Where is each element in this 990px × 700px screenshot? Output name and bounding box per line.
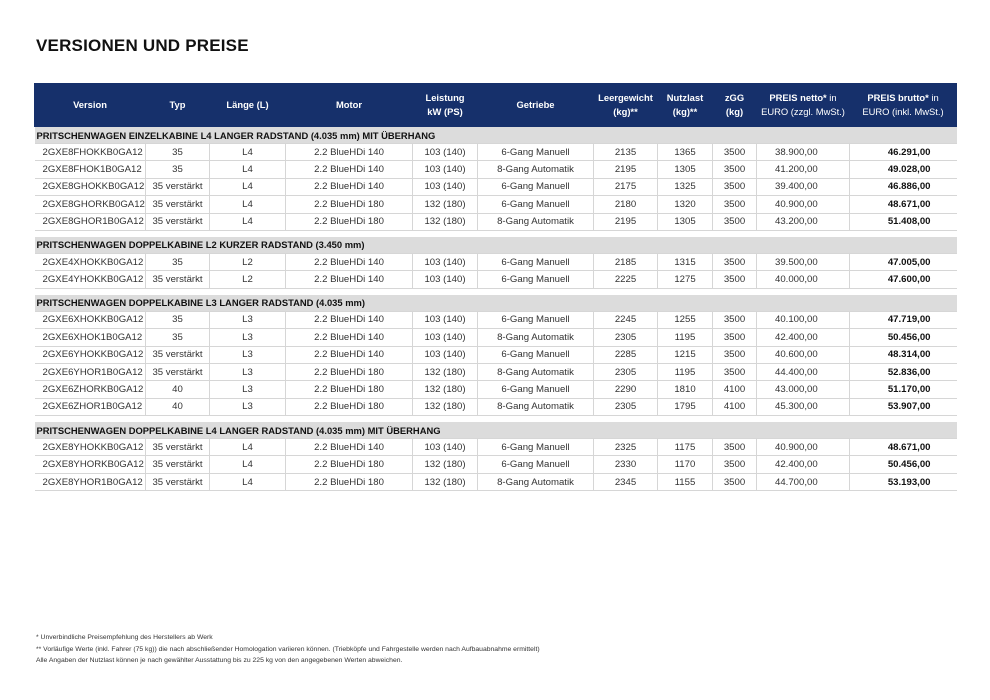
table-header-row (35, 84, 957, 127)
cell-typ: 35 (146, 253, 210, 270)
cell-leergewicht: 2305 (594, 363, 658, 380)
cell-motor: 2.2 BlueHDi 140 (286, 271, 413, 288)
cell-getriebe: 8-Gang Automatik (478, 161, 594, 178)
cell-nutzlast: 1195 (658, 363, 713, 380)
cell-nutzlast: 1810 (658, 381, 713, 398)
cell-laenge: L4 (210, 473, 286, 490)
cell-getriebe: 6-Gang Manuell (478, 346, 594, 363)
cell-leistung: 132 (180) (413, 456, 478, 473)
cell-motor: 2.2 BlueHDi 140 (286, 178, 413, 195)
cell-version: 2GXE8FHOK1B0GA12 (35, 161, 146, 178)
cell-leergewicht: 2195 (594, 161, 658, 178)
section-header (35, 295, 957, 312)
cell-preis-netto: 40.600,00 (757, 346, 850, 363)
cell-zgg: 3500 (713, 196, 757, 213)
cell-leergewicht: 2330 (594, 456, 658, 473)
cell-preis-brutto: 47.005,00 (850, 253, 957, 270)
cell-getriebe: 8-Gang Automatik (478, 329, 594, 346)
table-row (35, 381, 957, 398)
cell-preis-brutto: 50.456,00 (850, 329, 957, 346)
cell-laenge: L2 (210, 253, 286, 270)
cell-leistung: 132 (180) (413, 196, 478, 213)
cell-leergewicht: 2225 (594, 271, 658, 288)
cell-preis-brutto: 51.170,00 (850, 381, 957, 398)
table-row (35, 398, 957, 415)
cell-getriebe: 6-Gang Manuell (478, 381, 594, 398)
cell-leistung: 103 (140) (413, 253, 478, 270)
cell-nutzlast: 1315 (658, 253, 713, 270)
cell-motor: 2.2 BlueHDi 180 (286, 473, 413, 490)
cell-preis-brutto: 51.408,00 (850, 213, 957, 230)
cell-leistung: 103 (140) (413, 329, 478, 346)
cell-preis-netto: 42.400,00 (757, 329, 850, 346)
header-laenge: Länge (L) (210, 84, 286, 127)
table-row (35, 178, 957, 195)
header-preis-netto: PREIS netto* in EURO (zzgl. MwSt.) (757, 84, 850, 127)
cell-typ: 35 (146, 311, 210, 328)
cell-laenge: L3 (210, 346, 286, 363)
cell-getriebe: 6-Gang Manuell (478, 439, 594, 456)
cell-preis-netto: 45.300,00 (757, 398, 850, 415)
cell-version: 2GXE8YHOKKB0GA12 (35, 439, 146, 456)
cell-preis-brutto: 47.719,00 (850, 311, 957, 328)
table-row (35, 161, 957, 178)
table-row (35, 253, 957, 270)
cell-zgg: 4100 (713, 381, 757, 398)
cell-zgg: 3500 (713, 213, 757, 230)
cell-leergewicht: 2290 (594, 381, 658, 398)
cell-leergewicht: 2180 (594, 196, 658, 213)
cell-version: 2GXE4YHOKKB0GA12 (35, 271, 146, 288)
cell-typ: 35 verstärkt (146, 439, 210, 456)
cell-leergewicht: 2175 (594, 178, 658, 195)
cell-preis-brutto: 48.314,00 (850, 346, 957, 363)
cell-preis-brutto: 48.671,00 (850, 196, 957, 213)
cell-motor: 2.2 BlueHDi 140 (286, 311, 413, 328)
cell-preis-netto: 40.900,00 (757, 196, 850, 213)
cell-leergewicht: 2305 (594, 329, 658, 346)
table-body (35, 127, 957, 491)
cell-motor: 2.2 BlueHDi 180 (286, 456, 413, 473)
cell-zgg: 3500 (713, 161, 757, 178)
cell-zgg: 4100 (713, 398, 757, 415)
cell-typ: 35 (146, 144, 210, 161)
cell-leergewicht: 2325 (594, 439, 658, 456)
cell-leistung: 132 (180) (413, 473, 478, 490)
cell-leistung: 132 (180) (413, 363, 478, 380)
cell-typ: 40 (146, 381, 210, 398)
cell-getriebe: 6-Gang Manuell (478, 456, 594, 473)
cell-preis-brutto: 53.907,00 (850, 398, 957, 415)
cell-getriebe: 8-Gang Automatik (478, 473, 594, 490)
cell-motor: 2.2 BlueHDi 140 (286, 144, 413, 161)
cell-preis-netto: 43.000,00 (757, 381, 850, 398)
cell-version: 2GXE6XHOK1B0GA12 (35, 329, 146, 346)
cell-typ: 35 verstärkt (146, 473, 210, 490)
cell-zgg: 3500 (713, 329, 757, 346)
cell-motor: 2.2 BlueHDi 140 (286, 329, 413, 346)
cell-nutzlast: 1255 (658, 311, 713, 328)
table-row (35, 311, 957, 328)
cell-zgg: 3500 (713, 346, 757, 363)
cell-leergewicht: 2305 (594, 398, 658, 415)
header-leergewicht: Leergewicht (kg)** (594, 84, 658, 127)
cell-leistung: 103 (140) (413, 346, 478, 363)
cell-nutzlast: 1795 (658, 398, 713, 415)
cell-leergewicht: 2135 (594, 144, 658, 161)
cell-zgg: 3500 (713, 311, 757, 328)
cell-motor: 2.2 BlueHDi 140 (286, 161, 413, 178)
cell-nutzlast: 1325 (658, 178, 713, 195)
cell-preis-netto: 43.200,00 (757, 213, 850, 230)
cell-version: 2GXE8FHOKKB0GA12 (35, 144, 146, 161)
footnotes (36, 632, 540, 667)
cell-leistung: 103 (140) (413, 311, 478, 328)
cell-leistung: 132 (180) (413, 381, 478, 398)
section-header (35, 237, 957, 254)
cell-version: 2GXE4XHOKKB0GA12 (35, 253, 146, 270)
section-header (35, 422, 957, 439)
cell-laenge: L4 (210, 144, 286, 161)
cell-leistung: 103 (140) (413, 178, 478, 195)
table-row (35, 196, 957, 213)
cell-version: 2GXE8GHOKKB0GA12 (35, 178, 146, 195)
cell-zgg: 3500 (713, 178, 757, 195)
cell-laenge: L4 (210, 196, 286, 213)
cell-motor: 2.2 BlueHDi 180 (286, 196, 413, 213)
cell-typ: 40 (146, 398, 210, 415)
cell-zgg: 3500 (713, 473, 757, 490)
cell-nutzlast: 1175 (658, 439, 713, 456)
cell-preis-netto: 40.100,00 (757, 311, 850, 328)
cell-laenge: L3 (210, 381, 286, 398)
table-row (35, 473, 957, 490)
cell-preis-brutto: 47.600,00 (850, 271, 957, 288)
cell-getriebe: 8-Gang Automatik (478, 398, 594, 415)
cell-zgg: 3500 (713, 439, 757, 456)
cell-zgg: 3500 (713, 271, 757, 288)
cell-preis-brutto: 46.291,00 (850, 144, 957, 161)
footnote: * Unverbindliche Preisempfehlung des Herstellers ab Werk (36, 634, 213, 641)
cell-preis-brutto: 48.671,00 (850, 439, 957, 456)
cell-preis-netto: 42.400,00 (757, 456, 850, 473)
section-header (35, 127, 957, 144)
cell-version: 2GXE8GHOR1B0GA12 (35, 213, 146, 230)
cell-preis-brutto: 49.028,00 (850, 161, 957, 178)
page-title: VERSIONEN UND PREISE (36, 36, 249, 55)
footnote: Alle Angaben der Nutzlast können je nach gewählter Ausstattung bis zu 225 kg von den angegebenen Werten abweichen. (36, 657, 403, 664)
cell-nutzlast: 1170 (658, 456, 713, 473)
header-preis-brutto: PREIS brutto* in EURO (inkl. MwSt.) (850, 84, 957, 127)
table-row (35, 329, 957, 346)
cell-leergewicht: 2195 (594, 213, 658, 230)
table-row (35, 346, 957, 363)
cell-getriebe: 6-Gang Manuell (478, 178, 594, 195)
cell-laenge: L3 (210, 311, 286, 328)
cell-laenge: L2 (210, 271, 286, 288)
cell-preis-netto: 40.000,00 (757, 271, 850, 288)
cell-zgg: 3500 (713, 456, 757, 473)
cell-motor: 2.2 BlueHDi 140 (286, 253, 413, 270)
cell-typ: 35 verstärkt (146, 456, 210, 473)
cell-typ: 35 (146, 329, 210, 346)
table-row (35, 456, 957, 473)
cell-version: 2GXE8YHOR1B0GA12 (35, 473, 146, 490)
cell-leistung: 103 (140) (413, 161, 478, 178)
cell-typ: 35 verstärkt (146, 196, 210, 213)
cell-nutzlast: 1195 (658, 329, 713, 346)
cell-leistung: 103 (140) (413, 271, 478, 288)
cell-preis-netto: 40.900,00 (757, 439, 850, 456)
cell-laenge: L3 (210, 363, 286, 380)
cell-leergewicht: 2245 (594, 311, 658, 328)
section-title: PRITSCHENWAGEN EINZELKABINE L4 LANGER RADSTAND (4.035 mm) MIT ÜBERHANG (35, 127, 957, 144)
cell-version: 2GXE8YHORKB0GA12 (35, 456, 146, 473)
cell-getriebe: 6-Gang Manuell (478, 311, 594, 328)
cell-leergewicht: 2285 (594, 346, 658, 363)
cell-leistung: 103 (140) (413, 144, 478, 161)
footnote: ** Vorläufige Werte (inkl. Fahrer (75 kg)) die nach abschließender Homologation variieren können. (Triebköpfe und Fahrgestelle werden nach Aufbauabnahme ermittelt) (36, 645, 540, 653)
header-getriebe: Getriebe (478, 84, 594, 127)
cell-getriebe: 6-Gang Manuell (478, 144, 594, 161)
cell-nutzlast: 1305 (658, 161, 713, 178)
table-row (35, 213, 957, 230)
cell-version: 2GXE6XHOKKB0GA12 (35, 311, 146, 328)
cell-zgg: 3500 (713, 253, 757, 270)
cell-motor: 2.2 BlueHDi 180 (286, 363, 413, 380)
cell-zgg: 3500 (713, 144, 757, 161)
cell-version: 2GXE6ZHORKB0GA12 (35, 381, 146, 398)
cell-motor: 2.2 BlueHDi 140 (286, 439, 413, 456)
price-table (34, 83, 957, 491)
cell-laenge: L4 (210, 161, 286, 178)
section-title: PRITSCHENWAGEN DOPPELKABINE L4 LANGER RADSTAND (4.035 mm) MIT ÜBERHANG (35, 422, 957, 439)
cell-preis-netto: 44.700,00 (757, 473, 850, 490)
cell-laenge: L4 (210, 178, 286, 195)
cell-getriebe: 6-Gang Manuell (478, 271, 594, 288)
cell-preis-netto: 44.400,00 (757, 363, 850, 380)
cell-laenge: L3 (210, 398, 286, 415)
cell-leergewicht: 2345 (594, 473, 658, 490)
cell-leistung: 103 (140) (413, 439, 478, 456)
cell-laenge: L4 (210, 213, 286, 230)
cell-nutzlast: 1365 (658, 144, 713, 161)
cell-preis-netto: 38.900,00 (757, 144, 850, 161)
cell-nutzlast: 1215 (658, 346, 713, 363)
cell-typ: 35 verstärkt (146, 346, 210, 363)
header-leistung: Leistung kW (PS) (413, 84, 478, 127)
table-row (35, 144, 957, 161)
cell-preis-brutto: 50.456,00 (850, 456, 957, 473)
section-title: PRITSCHENWAGEN DOPPELKABINE L2 KURZER RADSTAND (3.450 mm) (35, 237, 957, 254)
cell-getriebe: 8-Gang Automatik (478, 213, 594, 230)
cell-typ: 35 (146, 161, 210, 178)
cell-preis-brutto: 52.836,00 (850, 363, 957, 380)
cell-laenge: L3 (210, 329, 286, 346)
cell-motor: 2.2 BlueHDi 140 (286, 346, 413, 363)
cell-version: 2GXE6YHOR1B0GA12 (35, 363, 146, 380)
cell-laenge: L4 (210, 439, 286, 456)
cell-nutzlast: 1305 (658, 213, 713, 230)
cell-nutzlast: 1155 (658, 473, 713, 490)
cell-preis-netto: 39.400,00 (757, 178, 850, 195)
cell-leistung: 132 (180) (413, 398, 478, 415)
cell-version: 2GXE6YHOKKB0GA12 (35, 346, 146, 363)
header-typ: Typ (146, 84, 210, 127)
cell-typ: 35 verstärkt (146, 271, 210, 288)
cell-leergewicht: 2185 (594, 253, 658, 270)
cell-getriebe: 6-Gang Manuell (478, 253, 594, 270)
cell-preis-brutto: 53.193,00 (850, 473, 957, 490)
cell-preis-netto: 41.200,00 (757, 161, 850, 178)
header-zgg: zGG (kg) (713, 84, 757, 127)
table-row (35, 363, 957, 380)
section-title: PRITSCHENWAGEN DOPPELKABINE L3 LANGER RADSTAND (4.035 mm) (35, 295, 957, 312)
cell-leistung: 132 (180) (413, 213, 478, 230)
cell-getriebe: 8-Gang Automatik (478, 363, 594, 380)
cell-typ: 35 verstärkt (146, 363, 210, 380)
cell-typ: 35 verstärkt (146, 178, 210, 195)
cell-zgg: 3500 (713, 363, 757, 380)
table-row (35, 271, 957, 288)
table-row (35, 439, 957, 456)
cell-version: 2GXE6ZHOR1B0GA12 (35, 398, 146, 415)
cell-typ: 35 verstärkt (146, 213, 210, 230)
cell-motor: 2.2 BlueHDi 180 (286, 398, 413, 415)
header-nutzlast: Nutzlast (kg)** (658, 84, 713, 127)
cell-motor: 2.2 BlueHDi 180 (286, 213, 413, 230)
cell-version: 2GXE8GHORKB0GA12 (35, 196, 146, 213)
cell-laenge: L4 (210, 456, 286, 473)
cell-getriebe: 6-Gang Manuell (478, 196, 594, 213)
header-version: Version (35, 84, 146, 127)
cell-preis-netto: 39.500,00 (757, 253, 850, 270)
cell-nutzlast: 1275 (658, 271, 713, 288)
cell-motor: 2.2 BlueHDi 180 (286, 381, 413, 398)
cell-nutzlast: 1320 (658, 196, 713, 213)
cell-preis-brutto: 46.886,00 (850, 178, 957, 195)
header-motor: Motor (286, 84, 413, 127)
